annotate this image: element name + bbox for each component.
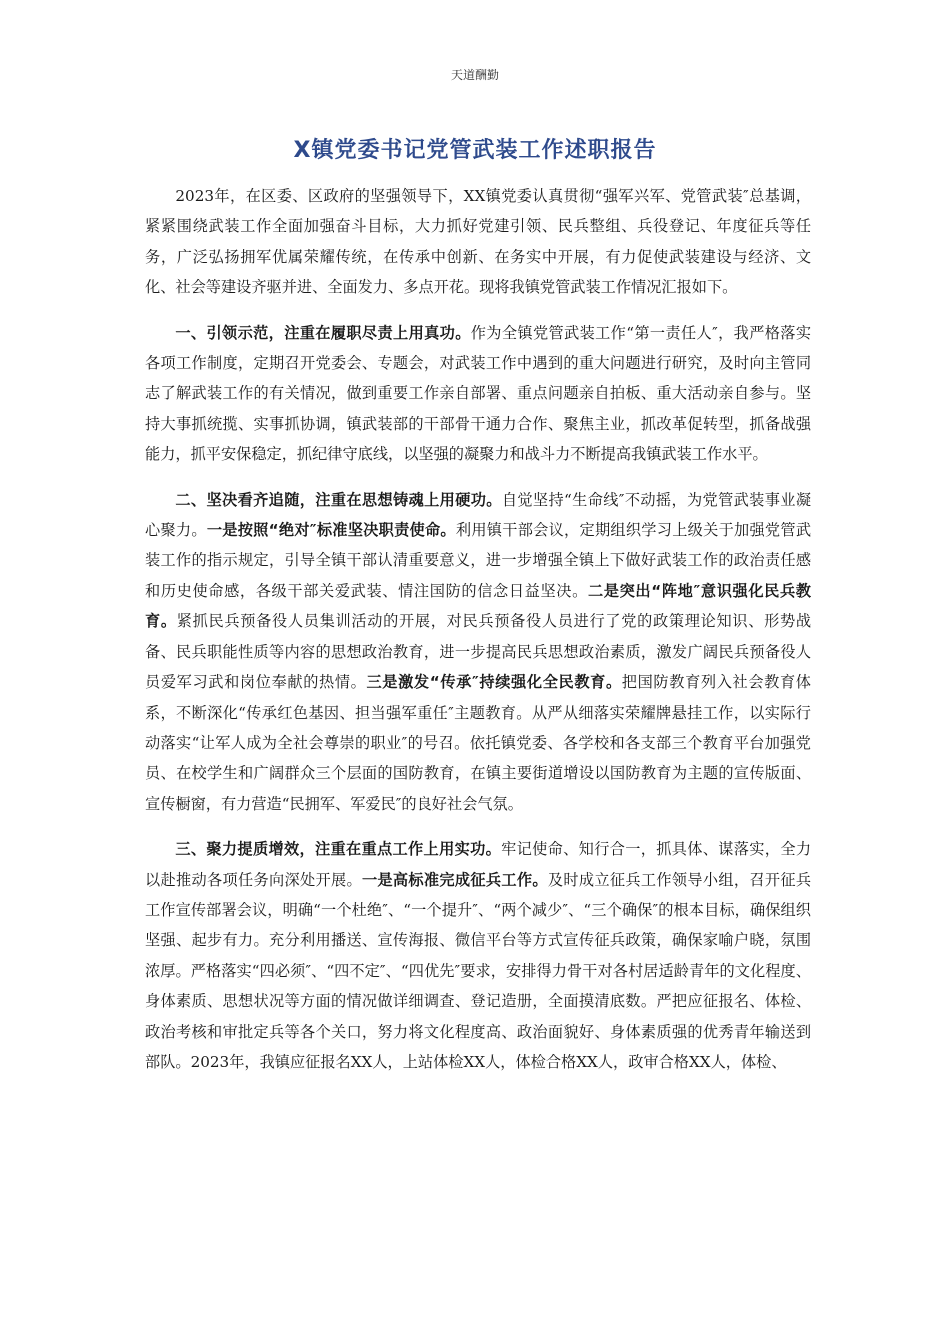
document-title: X镇党委书记党管武装工作述职报告: [293, 138, 657, 163]
bold-heading-text: 二是突出“阵地″意识强化民兵教育。: [145, 581, 811, 631]
paragraph-text: 2023年，在区委、区政府的坚强领导下，XX镇党委认真贯彻“强军兴军、党管武装″总基调，紧紧围绕武装工作全面加强奋斗目标，大力抓好党建引领、民兵整组、兵役登记、年度征兵等任务，广泛弘扬拥军优属荣耀传统，在传承中创新、在务实中开展，有力促使武装建设与经济、文化、社会等建设齐驱并进、全面发力、多点开花。现将我镇党管武装工作情况汇报如下。: [145, 187, 811, 297]
paragraph-text: 自觉坚持“生命线″不动摇，为党管武装事业凝心聚力。: [145, 490, 812, 540]
bold-heading-text: 三是激发“传承″持续强化全民教育。: [366, 673, 622, 692]
paragraph: [145, 181, 811, 303]
paragraph: [145, 485, 811, 819]
paragraph-text: 及时成立征兵工作领导小组，召开征兵工作宣传部署会议，明确“一个杜绝″、“一个提升″、“两个减少″、“三个确保″的根本目标，确保组织坚强、起步有力。充分利用播送、宣传海报、微信平台等方式宣传征兵政策，确保家喻户晓，氛围浓厚。严格落实“四必须″、“四不定″、“四优先″要求，安排得力骨干对各村居适龄青年的文化程度、身体素质、思想状况等方面的情况做详细调查、登记造册，全面摸清底数。严把应征报名、体检、政治考核和审批定兵等各个关口，努力将文化程度高、政治面貌好、身体素质强的优秀青年输送到部队。2023年，我镇应征报名XX人，上站体检XX人，体检合格XX人，政审合格XX人，体检、: [145, 870, 812, 1071]
paragraph-text: 把国防教育列入社会教育体系，不断深化“传承红色基因、担当强军重任″主题教育。从严从细落实荣耀牌悬挂工作，以实际行动落实“让军人成为全社会尊崇的职业″的号召。依托镇党委、各学校和各支部三个教育平台加强党员、在校学生和广阔群众三个层面的国防教育，在镇主要街道增设以国防教育为主题的宣传版面、宣传橱窗，有力营造“民拥军、军爱民″的良好社会气氛。: [145, 673, 811, 813]
paragraph-text: 紧抓民兵预备役人员集训活动的开展，对民兵预备役人员进行了党的政策理论知识、形势战备、民兵职能性质等内容的思想政治教育，进一步提高民兵思想政治素质，激发广阔民兵预备役人员爱军习武和岗位奉献的热情。: [145, 612, 812, 692]
paragraph: [145, 834, 811, 1077]
bold-heading-text: 二、坚决看齐追随，注重在思想铸魂上用硬功。: [175, 490, 502, 509]
bold-heading-text: 三、聚力提质增效，注重在重点工作上用实功。: [175, 840, 502, 859]
document-body: [145, 181, 811, 1077]
bold-heading-text: 一是按照“绝对″标准坚决职责使命。: [206, 521, 456, 540]
paragraph-text: 牢记使命、知行合一，抓具体、谋落实，全力以赴推动各项任务向深处开展。: [145, 840, 812, 889]
bold-heading-text: 一是高标准完成征兵工作。: [361, 870, 548, 889]
paragraph: [145, 318, 811, 470]
paragraph-text: 作为全镇党管武装工作“第一责任人″，我严格落实各项工作制度，定期召开党委会、专题会，对武装工作中遇到的重大问题进行研究，及时向主管同志了解武装工作的有关情况，做到重要工作亲自部署、重点问题亲自拍板、重大活动亲自参与。坚持大事抓统揽、实事抓协调，镇武装部的干部骨干通力合作、聚焦主业，抓改革促转型，抓备战强能力，抓平安保稳定，抓纪律守底线，以坚强的凝聚力和战斗力不断提高我镇武装工作水平。: [145, 323, 812, 464]
page-header: 天道酬勤: [450, 68, 499, 82]
bold-heading-text: 一、引领示范，注重在履职尽责上用真功。: [175, 323, 471, 342]
paragraph-text: 利用镇干部会议，定期组织学习上级关于加强党管武装工作的指示规定，引导全镇干部认清重要意义，进一步增强全镇上下做好武装工作的政治责任感和历史使命感，各级干部关爱武装、情注国防的信念日益坚决。: [145, 521, 812, 600]
